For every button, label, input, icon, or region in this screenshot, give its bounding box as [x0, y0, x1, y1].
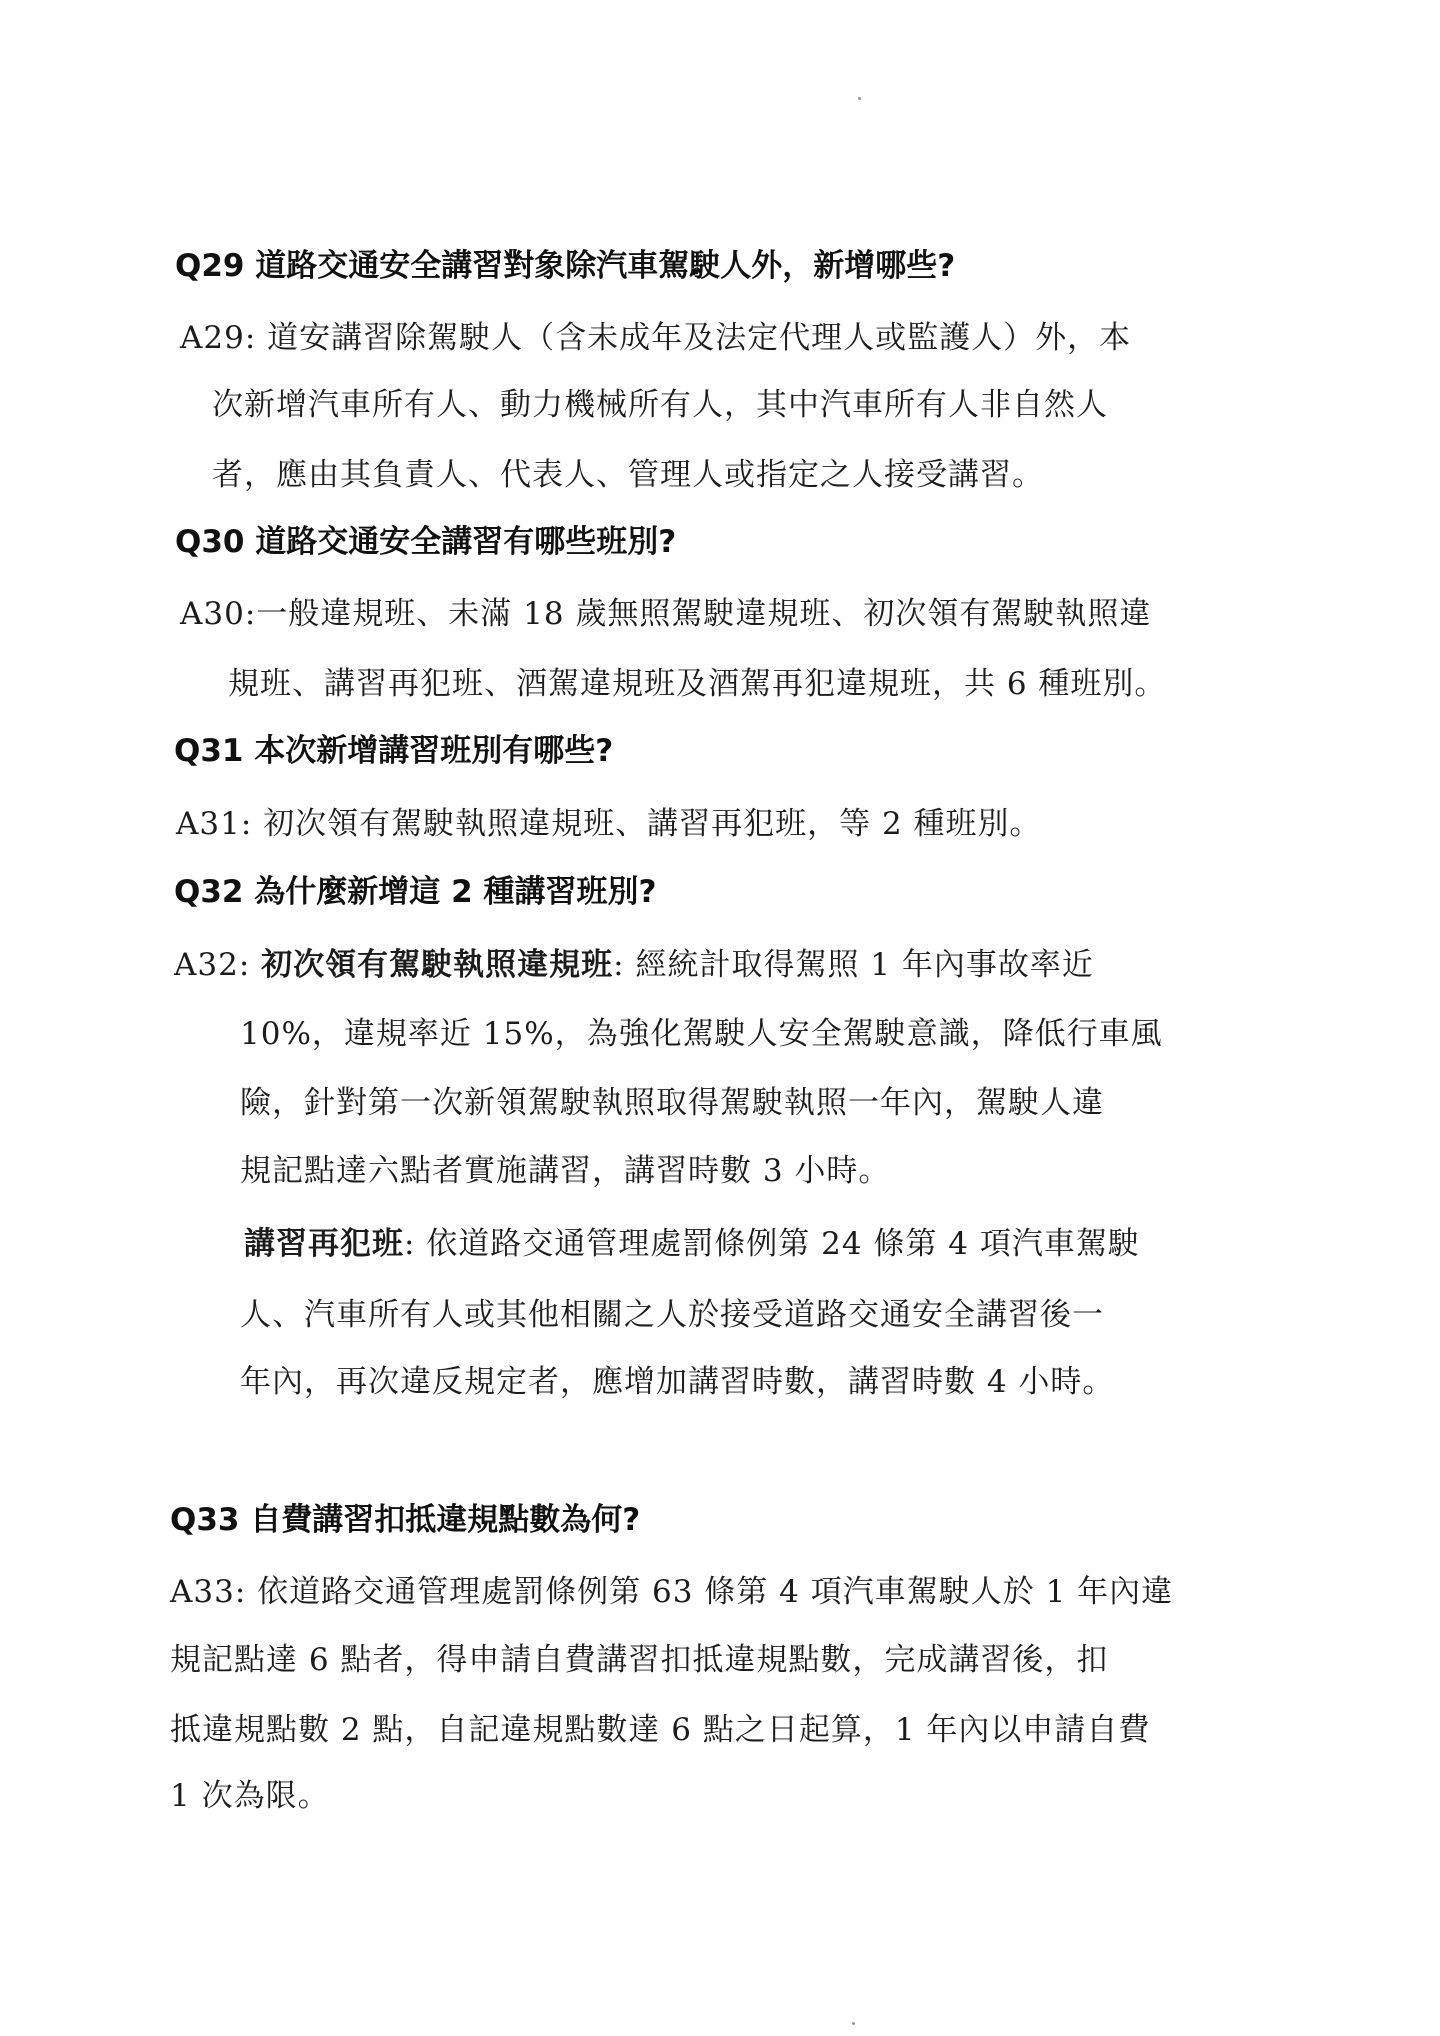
scan-speck — [852, 2022, 855, 2025]
answer-q33-line-4: 1 次為限。 — [170, 1778, 330, 1814]
answer-q33-line-1: A33: 依道路交通管理處罰條例第 63 條第 4 項汽車駕駛人於 1 年內違 — [170, 1574, 1174, 1610]
answer-q32-item1-first-line: : 經統計取得駕照 1 年內事故率近 — [613, 947, 1094, 983]
scan-speck — [858, 97, 861, 100]
answer-q32-prefix: A32: — [174, 947, 262, 983]
question-q29: Q29 道路交通安全講習對象除汽車駕駛人外，新增哪些? — [175, 248, 956, 284]
question-q30: Q30 道路交通安全講習有哪些班別? — [175, 524, 677, 560]
answer-q29-line-2: 次新增汽車所有人、動力機械所有人，其中汽車所有人非自然人 — [212, 387, 1108, 423]
answer-q32-line-1 — [174, 945, 1094, 985]
answer-q31-line-1: A31: 初次領有駕駛執照違規班、講習再犯班，等 2 種班別。 — [176, 806, 1042, 842]
answer-q29-line-3: 者，應由其負責人、代表人、管理人或指定之人接受講習。 — [212, 457, 1044, 493]
answer-q32-item2-first-line: : 依道路交通管理處罰條例第 24 條第 4 項汽車駕駛 — [404, 1226, 1140, 1262]
answer-q30-line-2: 規班、講習再犯班、酒駕違規班及酒駕再犯違規班，共 6 種班別。 — [228, 666, 1167, 702]
answer-q32-item1-line-3: 險，針對第一次新領駕駛執照取得駕駛執照一年內，駕駛人違 — [240, 1085, 1104, 1121]
answer-q32-item1-line-2: 10%，違規率近 15%，為強化駕駛人安全駕駛意識，降低行車風 — [240, 1016, 1163, 1052]
answer-q33-line-3: 抵違規點數 2 點，自記違規點數達 6 點之日起算，1 年內以申請自費 — [170, 1712, 1151, 1748]
question-q31: Q31 本次新增講習班別有哪些? — [174, 733, 614, 769]
answer-q32-line-5 — [244, 1224, 1140, 1264]
answer-q30-line-1: A30:一般違規班、未滿 18 歲無照駕駛違規班、初次領有駕駛執照違 — [180, 596, 1152, 632]
answer-q32-item2-line-3: 年內，再次違反規定者，應增加講習時數，講習時數 4 小時。 — [240, 1364, 1115, 1400]
answer-q32-item2-title: 講習再犯班 — [244, 1226, 404, 1262]
question-q33: Q33 自費講習扣抵違規點數為何? — [170, 1502, 641, 1538]
answer-q33-line-2: 規記點達 6 點者，得申請自費講習扣抵違規點數，完成講習後，扣 — [170, 1642, 1109, 1678]
answer-q32-item1-line-4: 規記點達六點者實施講習，講習時數 3 小時。 — [240, 1153, 891, 1189]
answer-q32-item2-line-2: 人、汽車所有人或其他相關之人於接受道路交通安全講習後一 — [240, 1297, 1104, 1333]
answer-q29-line-1: A29: 道安講習除駕駛人（含未成年及法定代理人或監護人）外，本 — [180, 320, 1132, 356]
question-q32: Q32 為什麼新增這 2 種講習班別? — [174, 874, 657, 910]
answer-q32-item1-title: 初次領有駕駛執照違規班 — [261, 947, 614, 983]
